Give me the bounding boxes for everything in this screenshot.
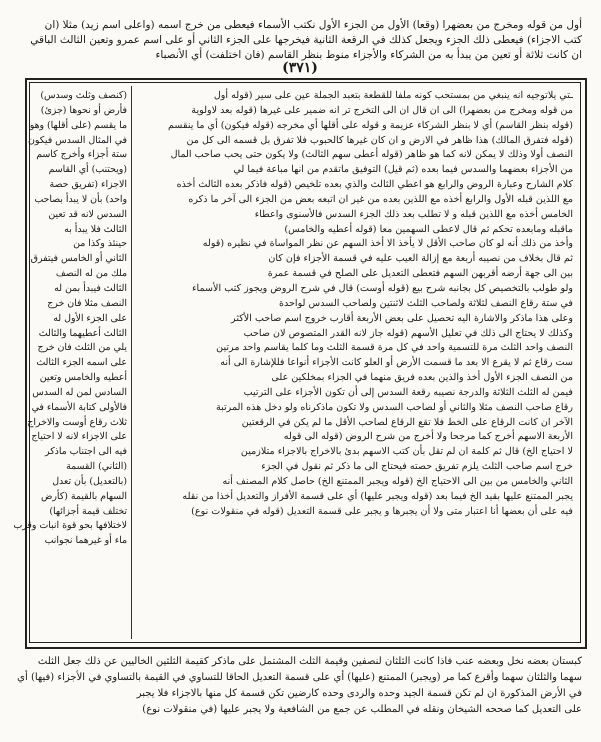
margin-line: حينئذ وكذا من [73,238,127,250]
margin-line: ستة أجزاء وأخرج كاسم [36,149,127,161]
margin-line: الثالث أعطيهما والثالث [38,327,127,339]
commentary-line: ـتي يلاتوجيه انه ينبغي من بمستحب كونه ملفا للقطعة بتعبد الجملة عين على سير (قوله أول [213,90,573,101]
margin-line: واحد) بأن لا يبدأ بصاحب [34,193,127,205]
commentary-line: ثم قال بخلاف من نصيبه أربعة مع إزالة العيب عليه في قسمة الأجزاء فإن كان [268,253,573,265]
commentary-line: من قوله ومخرج من بعضهرا) الى ان قال ان الى التخرج تر انه ضمير على غيرها (قوله بعد لاولوية [191,104,573,116]
commentary-line: ست رقاع ثم لا يقرع الا بعد ما قسمت الأرض أو العلو كانت الأجزاء أنواعا فللإشارة الى أنه [220,357,573,369]
commentary-line: مع اللذين قبله الأول والرابع أخذه مع اللذين بعده من غير ان اتبعه بعض من الجزء الى آخر ما ذكره [188,193,573,205]
commentary-line: الآخر ان كانت الرقاع على الخط فلا تقع الرقاع لصاحب الأقل ما لم يكن في الرقعتين [241,416,573,428]
commentary-line: الخامس أخذه مع اللذين قبله و لا تطلب بعد ذلك الجزء السدس فالأسنوى واعطاء [254,208,573,220]
commentary-line: ماقبله ومابعده تحكم ثم قال لاعطى السهمين معا (قوله أعطيه والخامس) [284,223,573,235]
margin-line: (الثاني) القسمة [66,461,127,473]
commentary-line: فيه على أن بعضها أنا اعتبار متى ولا أن يجبرها و يجبر على قسمة التعديل (قوله في منقولات نوع) [191,505,573,517]
commentary-line: النصف أولا وذلك لا يمكن لانه كما هو ظاهر (قوله أعطى سهم الثالث) ولا يكون حتى يحب صاحب المال [170,149,573,161]
margin-line: السدس لانه قد تعين [48,208,127,220]
margin-line: الاجزاء (تفريق حصة [49,179,127,191]
margin-line: ملك من له النصف [55,268,127,280]
bottom-text-line: في الأرض المذكورة ان لم تكن قسمة الجيد وحده والردى وحده كارضين تكن قسمة كل منها بالاجزاء فلا يجبر [136,688,582,699]
bottom-text-line: سهما والثلثان سهما وأقرع كما مر (ويجبر) الممتنع (عليها) أي على قسمة التعديل الحاقا للتساوي في القيمة بالتساوي في الأجزاء (فيها) أي [17,672,582,683]
margin-line: السادس لمن له السدس [32,386,127,398]
top-text-line: كتب الاجزاء) فيعطى ذلك الجزء ويجعل كذلك في الرقعة الثانية فيخرجها على الجزء الثاني أو على اسم عمرو وتعين الثالث الباقي [30,34,582,46]
margin-line: الثاني أو الخامس فيتفرق [30,253,127,265]
commentary-line: وعلى هذا ماذكر والاشارة اليه تحصيل على بعض الأربعة أقارب خروج اسم صاحب الأكثر [231,312,573,324]
margin-line: فأرض أو نحوها (جزئ) [40,104,127,116]
margin-line: يلي من الثلث فان خرج [37,342,127,354]
commentary-line: فيمن له الثلث الثلاثة والدرجة نصيبه رقعة السدس إلى أن تكون الأجزاء على الترتيب [243,386,573,398]
margin-line: (ويحتنب) أي القاسم [48,164,127,176]
bottom-text-line: على التعديل كما صححه الشيخان ونقله في المطلب عن جمع من الشافعية ولا يجبر عليها (في منقولات نوع) [142,704,582,715]
margin-line: الثالث فيبدأ بمن له [54,282,127,294]
margin-line: السهام بالقيمة (كأرض [41,490,127,502]
margin-line: الثالث فلا يبدأ به [64,223,127,235]
commentary-line: بين الى جهة أرضه أقربهن السهم فتعطى التعديل على الصلح في قسمة عمرة [267,268,573,280]
top-text-block [30,18,582,63]
margin-line: (كنصف وثلث وسدس) [40,90,127,101]
commentary-line: يجبر الممتنع عليها بقيد الخ فيما بعد (قوله ويجبر عليها) أي على قسمة الأفراز والتعديل أخذا من نقله [182,490,573,502]
commentary-line: النصف واحد الثلث مرة للتسمية واحد في كل مرة قسمة الثلث وما كلما يقاسم واحد مرتين [216,342,573,354]
commentary-line: لا احتياج الخ) قال ثم كلمة ان لم تقل بأن كتب الاسهم بدئ بالاخراج بالاجزاء متلازمين [240,446,573,458]
top-text-line: ان كانت ثلاثة أو تعين من يبدأ به من الشركاء والأجزاء منوط بنظر القاسم (فان اختلفت) أي الأنصباء [155,49,582,61]
margin-line: ماء أو غيرهما نجوانب [44,535,127,547]
commentary-line: في ستة رقاع النصف لثلاثة ولصاحب الثلث لاثنتين ولصاحب السدس لواحدة [278,297,573,309]
commentary-line: من الأجزاء بعضهما والسدس فيما بعده (ثم قيل) التوفيق ماتقدم من انها مباعة فيما لي [233,164,573,176]
margin-line: تختلف قيمة أجزائها) [49,505,127,517]
commentary-line: من النصف الجزء الأول أخذ والذين بعده فريق منهما في الجزاء بمخلكين على [271,372,573,384]
margin-line: في المثال السدس فيكون [27,134,127,146]
commentary-line: (قوله بنظر القاسم) أي لا بنظر الشركاء عزيمة و قوله على أقلها أي مخرجه (قوله فيكون) أي ما ينقسم [168,119,573,131]
margin-line: على الجزء الأول له [53,312,127,324]
commentary-line: كلام الشارح وعبارة الروض والرابع هو اعطي الثالث والذي بعده تلخيص (قوله فاذكر بعده الثالث أخذه [176,179,573,191]
margin-text-column [13,89,127,637]
margin-line: النصف مثلا فان خرج [47,297,127,309]
margin-line: فيه الى اجتناب ماذكر [45,446,127,458]
commentary-line: (قوله فتفرق المالك) هذا ظاهر في الارض و ان كان غيرها كالحبوب فلا تفرق بل قسمه الى كل من [186,134,573,146]
top-text-line: أول من قوله ومخرج من بعضهرا (وقعا) الأول من الجزء الأول نكتب الأسماء فيعطى من خرج اسمه (واعلى اسم زيد) مثلا (ان [44,19,582,31]
margin-line: فالأولى كتابة الأسماء في [31,401,127,413]
margin-line: على اسمه الجزء الثالث [36,357,127,369]
margin-line: (بالتعديل) بأن تعدل [52,475,127,487]
margin-line: ما يقسم (على أقلها) وهو [29,119,127,131]
commentary-line: الأربعة الاسهم أخرج كما مرجحا ولا أخرج من شرح الروض (قوله الى قوله [283,431,573,443]
commentary-line: وأخذ من ذلك أنه لو كان صاحب الأقل لا يأخذ الا أخذ السهم عن نظر المواساة في نظيره (قوله [202,238,573,250]
bottom-text-block [17,654,582,718]
commentary-line: الثاني والخامس من بين الى الاحتياج الخ (قوله ويجبر الممتنع الخ) حاصل كلام المصنف أنه [222,475,573,487]
margin-line: على الاجزاء لانه لا احتياج [31,431,127,443]
commentary-line: خرج اسم صاحب الثلث يلزم تفريق حصته فيحتاج الى ما ذكر ثم نقول في الجزء [261,461,573,473]
column-divider [131,86,132,639]
margin-line: ثلاث رقاع أوست والاخراج [27,416,127,428]
page-number: (٣٧١) [282,60,318,76]
commentary-line: وكذلك لا يحتاج الى ذلك في تعليل الأسهم (قوله جاز لانه القدر المتصوص لان صاحب [243,327,573,339]
commentary-line: ولو طولب بالتخصيص كل بجانبه شرح بيع (قوله أوست) قال في شرح الروض ويجوز كتب الأسماء [192,282,573,294]
margin-line: أعطيه والخامس وتعين [39,372,127,384]
main-commentary-column [136,89,573,637]
margin-line: لاختلافها بحو قوة انبات وقرب [13,520,127,532]
commentary-line: رقاع صاحب النصف مثلا والثاني أو لصاحب السدس ولا تكون ماذكرناه ولو دخل هذه المرتبة [215,401,573,413]
bottom-text-line: كبستان بعضه نخل وبعضه عنب فاذا كانت الثلثان لنصفين وقيمة الثلث المشتمل على ماذكر كقيمة الثلثين الخاليين عن ذلك جعل الثلث [37,656,582,667]
